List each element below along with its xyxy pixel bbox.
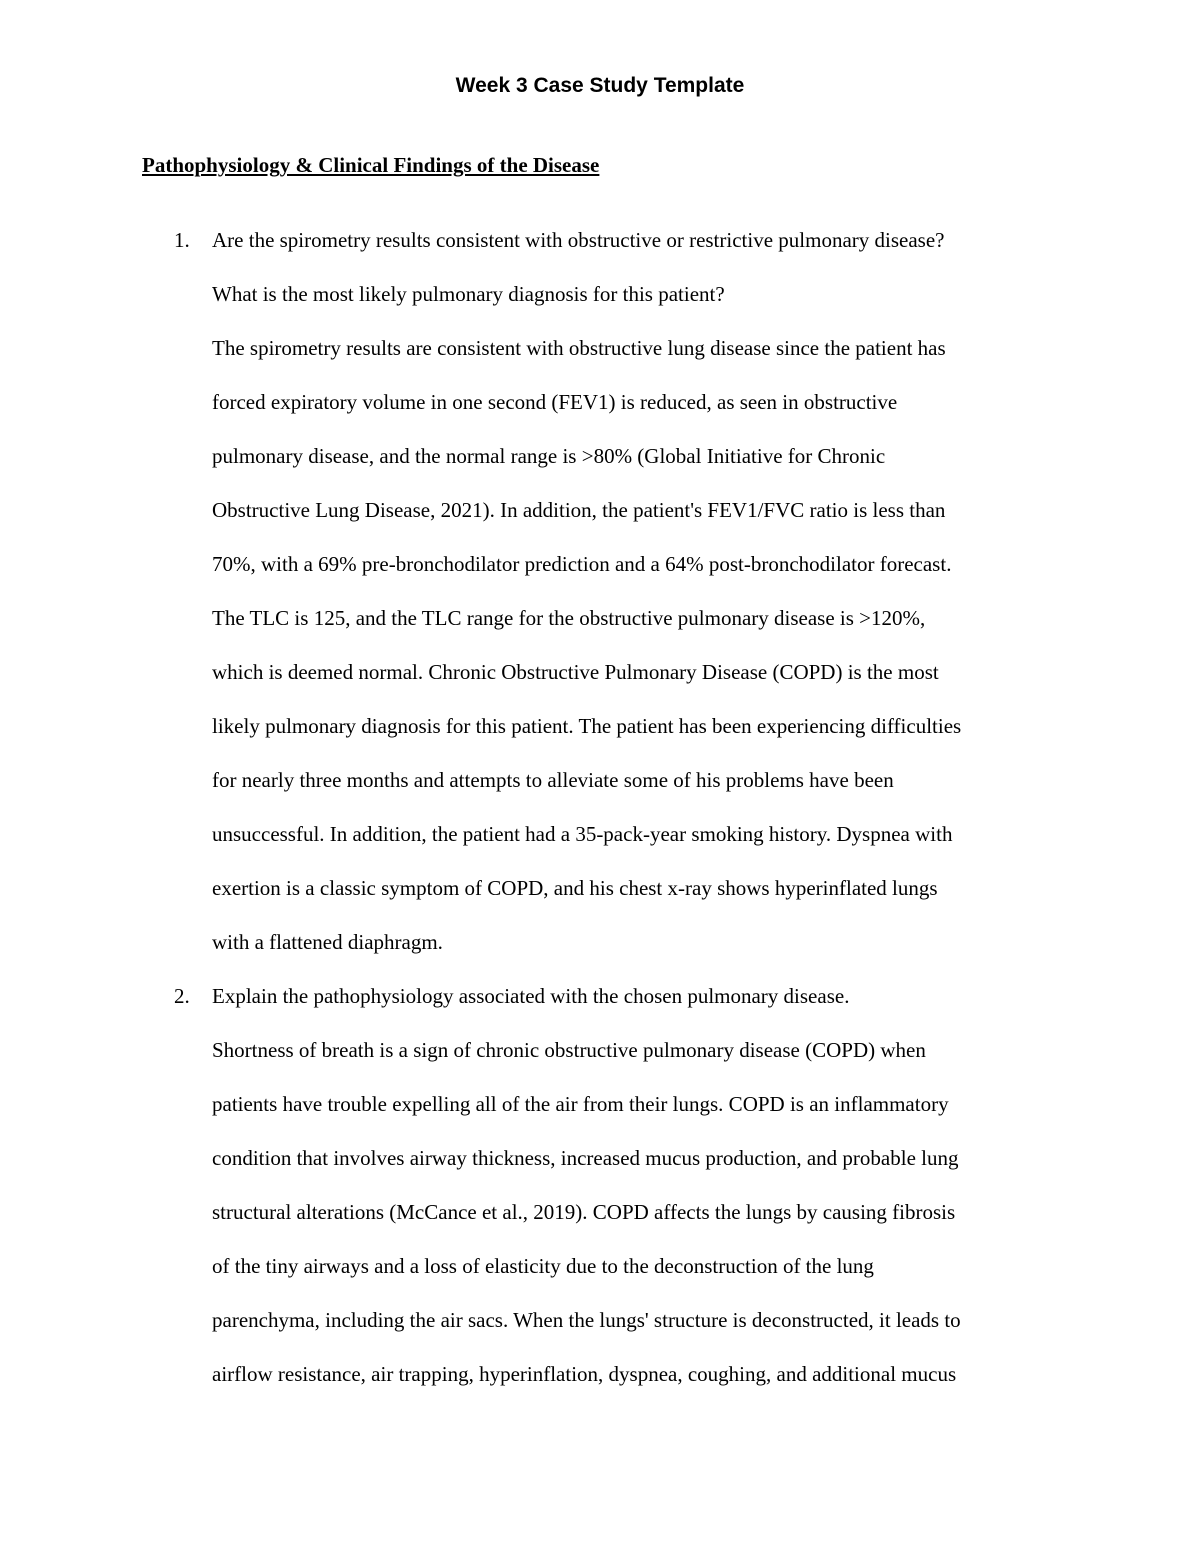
answer-2-line: patients have trouble expelling all of the air from their lungs. COPD is an inflammatory	[212, 1092, 949, 1116]
section-heading: Pathophysiology & Clinical Findings of the Disease	[142, 153, 600, 177]
answer-2-line: of the tiny airways and a loss of elasticity due to the deconstruction of the lung	[212, 1254, 874, 1278]
answer-2-line: parenchyma, including the air sacs. When the lungs' structure is deconstructed, it leads to	[212, 1308, 961, 1332]
question-1-line-1: Are the spirometry results consistent with obstructive or restrictive pulmonary disease?	[212, 228, 945, 252]
answer-1-line: pulmonary disease, and the normal range is >80% (Global Initiative for Chronic	[212, 444, 886, 468]
answer-2-line: airflow resistance, air trapping, hyperinflation, dyspnea, coughing, and additional mucus	[212, 1362, 957, 1386]
answer-1-line: exertion is a classic symptom of COPD, and his chest x-ray shows hyperinflated lungs	[212, 876, 938, 900]
answer-1-line: likely pulmonary diagnosis for this patient. The patient has been experiencing difficulties	[212, 714, 962, 738]
answer-2-line: condition that involves airway thickness, increased mucus production, and probable lung	[212, 1146, 959, 1170]
answer-1-line: with a flattened diaphragm.	[212, 930, 443, 954]
question-2-line-1: Explain the pathophysiology associated with the chosen pulmonary disease.	[212, 984, 850, 1008]
list-number-2: 2.	[174, 984, 190, 1008]
answer-2-line: Shortness of breath is a sign of chronic obstructive pulmonary disease (COPD) when	[212, 1038, 926, 1062]
answer-1-line: The spirometry results are consistent with obstructive lung disease since the patient has	[212, 336, 946, 360]
answer-1-line: The TLC is 125, and the TLC range for the obstructive pulmonary disease is >120%,	[212, 606, 926, 630]
answer-1-line: for nearly three months and attempts to alleviate some of his problems have been	[212, 768, 894, 792]
answer-1-line: Obstructive Lung Disease, 2021). In addition, the patient's FEV1/FVC ratio is less than	[212, 498, 946, 522]
answer-1-line: forced expiratory volume in one second (FEV1) is reduced, as seen in obstructive	[212, 390, 898, 414]
document-title: Week 3 Case Study Template	[455, 74, 745, 97]
answer-2-line: structural alterations (McCance et al., 2019). COPD affects the lungs by causing fibrosis	[212, 1200, 956, 1224]
question-1-line-2: What is the most likely pulmonary diagnosis for this patient?	[212, 282, 725, 306]
answer-1-line: unsuccessful. In addition, the patient had a 35-pack-year smoking history. Dyspnea with	[212, 822, 953, 846]
list-number-1: 1.	[174, 228, 190, 252]
answer-1-line: which is deemed normal. Chronic Obstructive Pulmonary Disease (COPD) is the most	[212, 660, 939, 684]
answer-1-line: 70%, with a 69% pre-bronchodilator prediction and a 64% post-bronchodilator forecast.	[212, 552, 952, 576]
